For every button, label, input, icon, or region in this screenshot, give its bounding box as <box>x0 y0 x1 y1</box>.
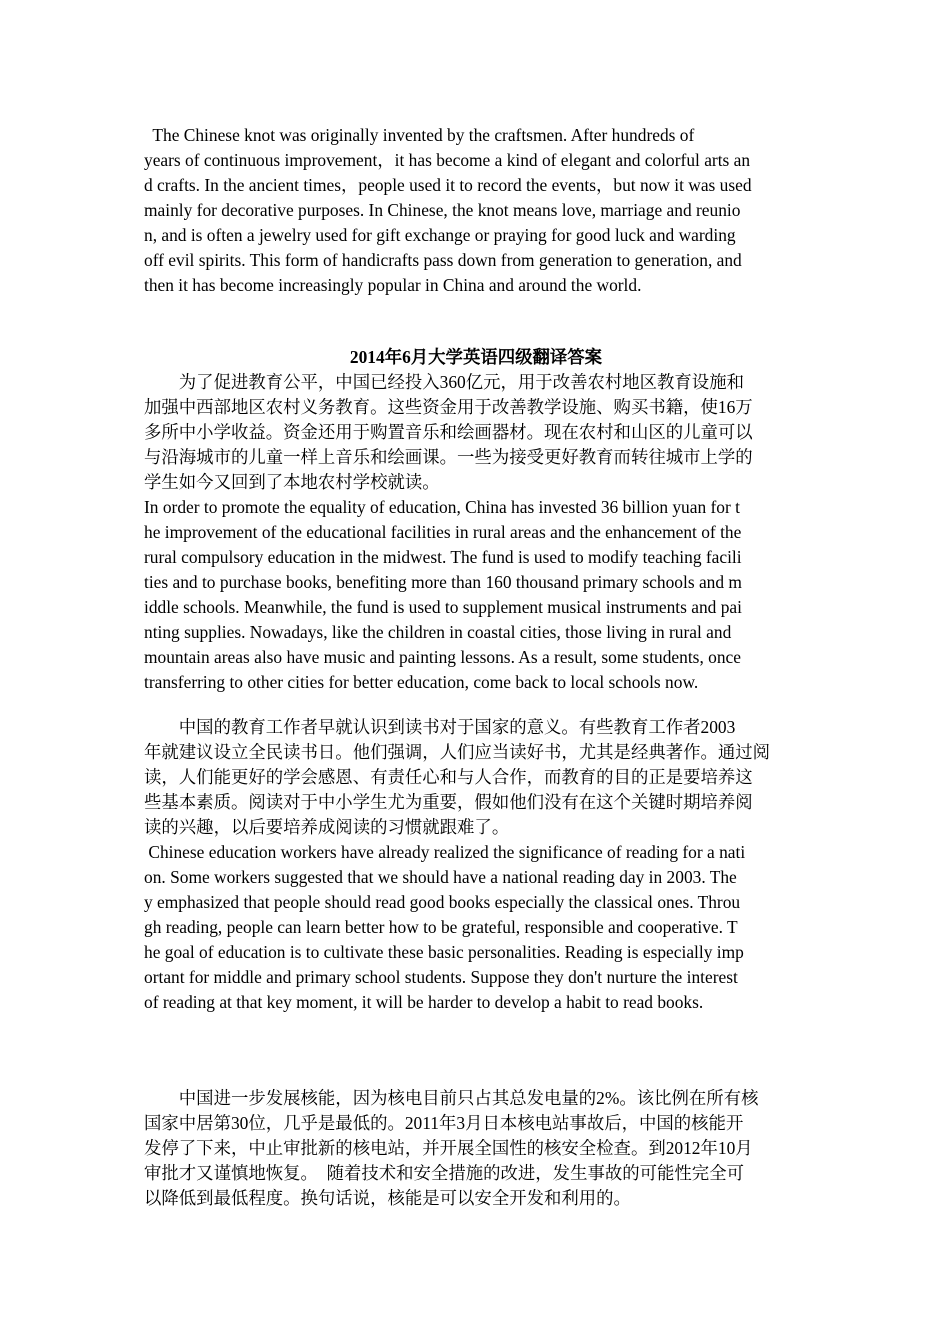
section-title: 2014年6月大学英语四级翻译答案 <box>349 347 603 367</box>
text-line: y emphasized that people should read good books especially the classical ones. Throu <box>144 892 741 912</box>
passage2-chinese <box>144 715 808 840</box>
text-line: he goal of education is to cultivate these basic personalities. Reading is especially imp <box>144 942 744 962</box>
text-line: he improvement of the educational facilities in rural areas and the enhancement of the <box>144 522 742 542</box>
document-body <box>144 123 808 1211</box>
text-line: mainly for decorative purposes. In Chinese, the knot means love, marriage and reunio <box>144 200 741 220</box>
spacer <box>144 1015 808 1086</box>
text-line: ties and to purchase books, benefiting more than 160 thousand primary schools and m <box>144 572 742 592</box>
text-line: 发停了下来，中止审批新的核电站，并开展全国性的核安全检查。到2012年10月 <box>144 1138 753 1158</box>
text-line: transferring to other cities for better education, come back to local schools now. <box>144 672 699 692</box>
text-line: mountain areas also have music and painting lessons. As a result, some students, once <box>144 647 741 667</box>
intro-paragraph <box>144 123 808 298</box>
passage1-english <box>144 495 808 695</box>
text-line: 以降低到最低程度。换句话说，核能是可以安全开发和利用的。 <box>144 1188 631 1208</box>
text-line: nting supplies. Nowadays, like the children in coastal cities, those living in rural and <box>144 622 732 642</box>
text-line: ortant for middle and primary school students. Suppose they don't nurture the interest <box>144 967 738 987</box>
text-line: 中国的教育工作者早就认识到读书对于国家的意义。有些教育工作者2003 <box>144 717 736 737</box>
text-line: 国家中居第30位，几乎是最低的。2011年3月日本核电站事故后，中国的核能开 <box>144 1113 744 1133</box>
text-line: 为了促进教育公平，中国已经投入360亿元，用于改善农村地区教育设施和 <box>144 372 744 392</box>
text-line: 多所中小学收益。资金还用于购置音乐和绘画器材。现在农村和山区的儿童可以 <box>144 422 753 442</box>
text-line: of reading at that key moment, it will be harder to develop a habit to read books. <box>144 992 704 1012</box>
text-line: iddle schools. Meanwhile, the fund is used to supplement musical instruments and pai <box>144 597 742 617</box>
text-line: The Chinese knot was originally invented by the craftsmen. After hundreds of <box>144 125 695 145</box>
text-line: 读，人们能更好的学会感恩、有责任心和与人合作，而教育的目的正是要培养这 <box>144 767 753 787</box>
text-line: Chinese education workers have already realized the significance of reading for a nati <box>144 842 746 862</box>
text-line: 与沿海城市的儿童一样上音乐和绘画课。一些为接受更好教育而转往城市上学的 <box>144 447 753 467</box>
text-line: 年就建议设立全民读书日。他们强调，人们应当读好书，尤其是经典著作。通过阅 <box>144 742 771 762</box>
text-line: gh reading, people can learn better how to be grateful, responsible and cooperative. T <box>144 917 738 937</box>
text-line: years of continuous improvement，it has become a kind of elegant and colorful arts an <box>144 150 751 170</box>
text-line: 加强中西部地区农村义务教育。这些资金用于改善教学设施、购买书籍，使16万 <box>144 397 753 417</box>
text-line: off evil spirits. This form of handicrafts pass down from generation to generation, and <box>144 250 742 270</box>
text-line: 中国进一步发展核能，因为核电目前只占其总发电量的2%。该比例在所有核 <box>144 1088 759 1108</box>
passage1-chinese <box>144 370 808 495</box>
passage2-english <box>144 840 808 1015</box>
text-line: rural compulsory education in the midwest. The fund is used to modify teaching facili <box>144 547 742 567</box>
spacer <box>144 695 808 715</box>
text-line: then it has become increasingly popular in China and around the world. <box>144 275 642 295</box>
text-line: 审批才又谨慎地恢复。 随着技术和安全措施的改进，发生事故的可能性完全可 <box>144 1163 744 1183</box>
text-line: d crafts. In the ancient times，people used it to record the events，but now it was used <box>144 175 752 195</box>
text-line: 些基本素质。阅读对于中小学生尤为重要，假如他们没有在这个关键时期培养阅 <box>144 792 753 812</box>
text-line: on. Some workers suggested that we should have a national reading day in 2003. The <box>144 867 737 887</box>
text-line: 学生如今又回到了本地农村学校就读。 <box>144 472 440 492</box>
passage3-chinese <box>144 1086 808 1211</box>
text-line: n, and is often a jewelry used for gift exchange or praying for good luck and warding <box>144 225 736 245</box>
text-line: 读的兴趣，以后要培养成阅读的习惯就跟难了。 <box>144 817 510 837</box>
text-line: In order to promote the equality of education, China has invested 36 billion yuan for t <box>144 497 740 517</box>
spacer <box>144 298 808 345</box>
